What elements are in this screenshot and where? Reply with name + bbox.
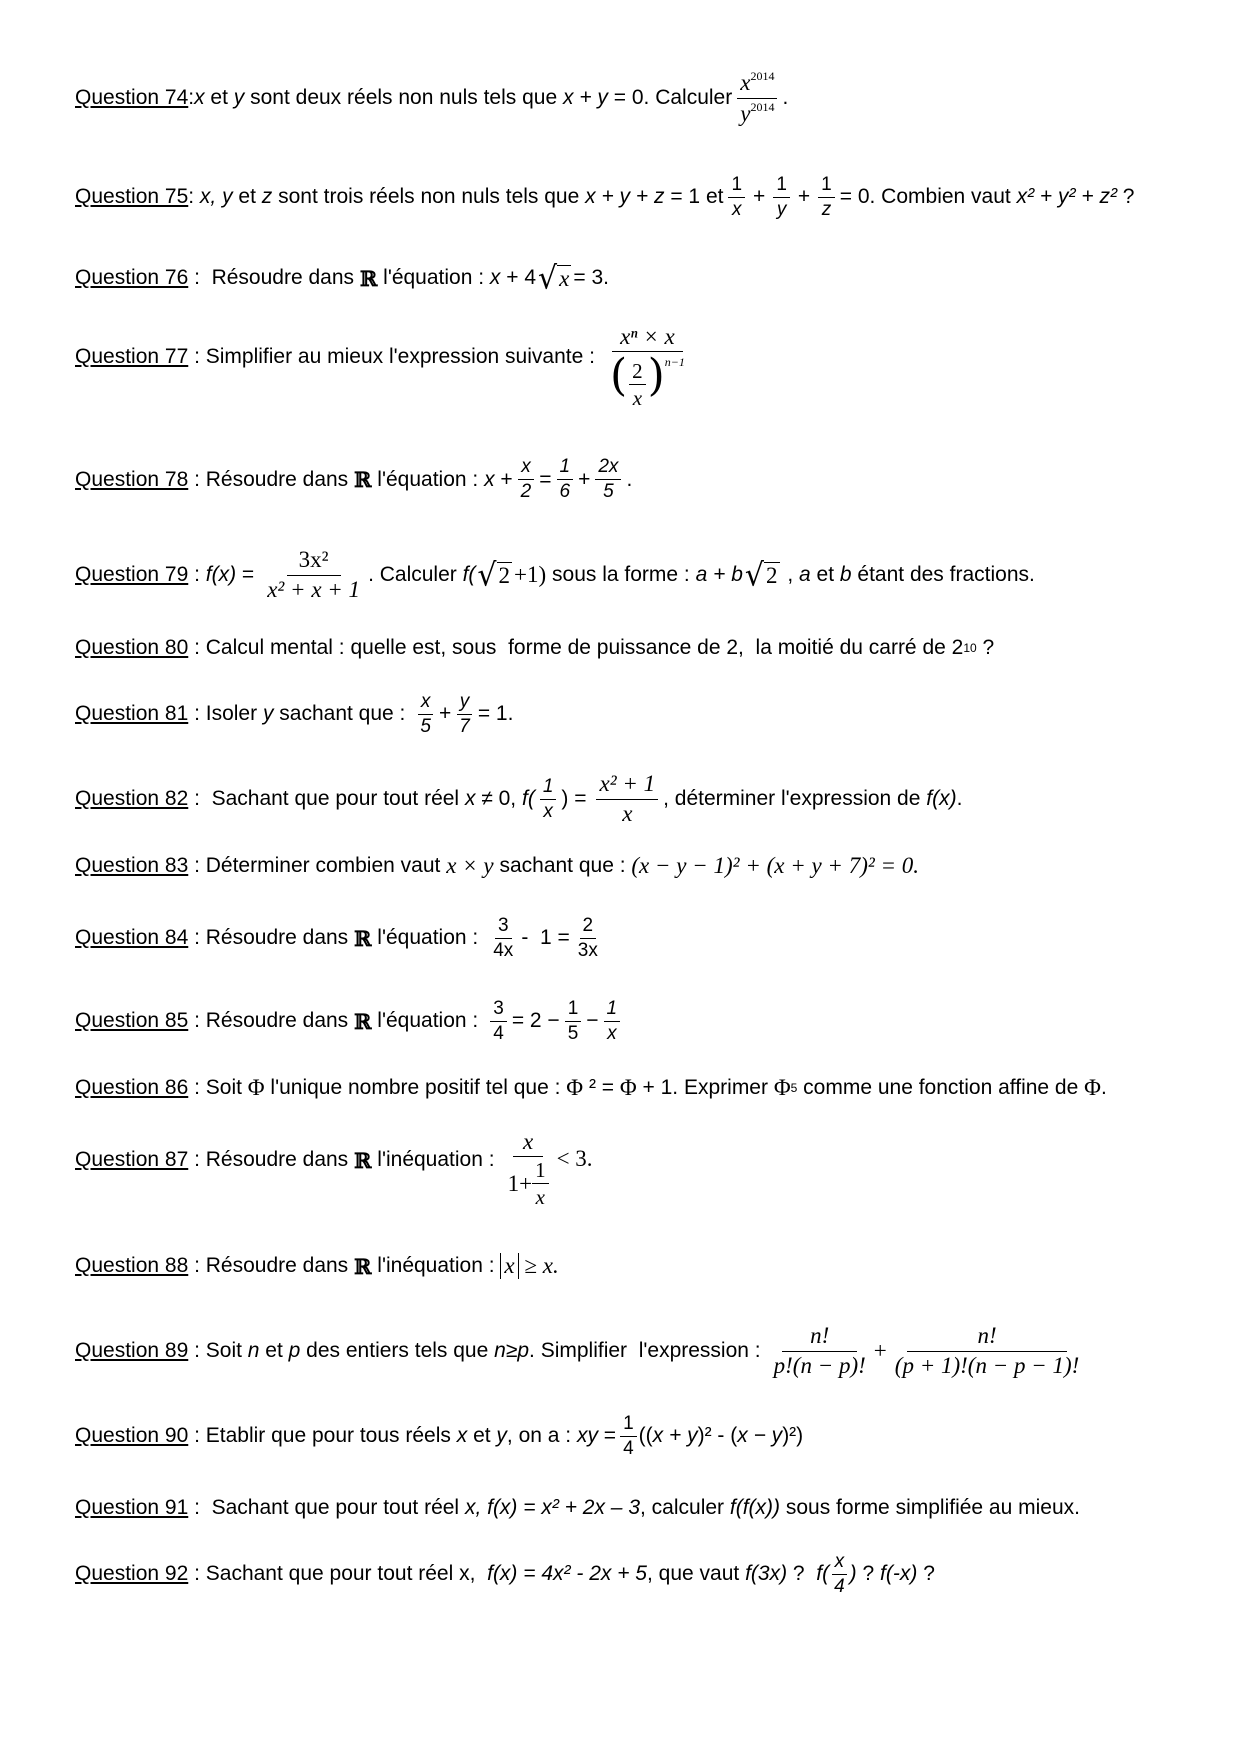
fraction: $\frac{1}{y}$	[773, 175, 790, 220]
square-root: √ x	[538, 259, 570, 297]
question-label: Question 75	[75, 185, 189, 208]
question-label: Question 92	[75, 1562, 189, 1585]
fraction: $\frac{1}{5}$	[565, 999, 582, 1044]
fraction: $\frac{\text{3x²}}{\text{x² + x + 1}}$	[267, 546, 361, 602]
question-91: Question 91 : Sachant que pour tout réel x, f(x) = x² + 2x – 3 , calculer f(f(x)) sous forme simplifiée au mieux.	[75, 1496, 1080, 1519]
question-78: Question 78 : Résoudre dans ℝ l'équation : x + $\frac{x}{2}$ = $\frac{1}{6}$ + $\frac{2x}{5}$ .	[75, 456, 633, 502]
fraction: 1 x	[540, 777, 557, 822]
fraction: $\frac{y}{7}$	[456, 692, 473, 737]
question-83: Question 83 : Déterminer combien vaut x × y sachant que : (x − y − 1)² + (x + y + 7)² = 0.	[75, 853, 920, 878]
question-87: Question 87 : Résoudre dans ℝ l'inéquation : x 1+ $\frac{1}{x}$ < 3.	[75, 1129, 593, 1210]
question-90: Question 90 : Etablir que pour tous réels x et y , on a : xy = $\frac{1}{4}$ (( x + y )² - ( x − y )²)	[75, 1412, 804, 1459]
fraction: x 1+ $\frac{1}{x}$	[505, 1130, 552, 1208]
question-label: Question 86	[75, 1076, 189, 1099]
question-label: Question 79	[75, 563, 189, 586]
reals-symbol: ℝ	[354, 1008, 372, 1034]
fraction: $\frac{1}{4}$	[620, 1414, 637, 1459]
question-label: Question 78	[75, 467, 189, 491]
question-label: Question 81	[75, 702, 189, 725]
fraction: $\frac{3}{4}$	[490, 999, 507, 1044]
fraction: $\frac{n!}{(p + 1)!(n - p - 1)!}$	[894, 1322, 1080, 1378]
question-81: Question 81 : Isoler y sachant que : x 5 + $\frac{y}{7}$ = 1.	[75, 690, 514, 737]
question-label: Question 89	[75, 1339, 189, 1362]
fraction: x 5	[417, 692, 434, 737]
reals-symbol: ℝ	[354, 1148, 372, 1173]
question-74: Question 74 : x et y sont deux réels non nuls tels que x + y = 0. Calculer $x^{2014}$ $y^{2014}$ .	[75, 69, 789, 126]
question-92: Question 92 : Sachant que pour tout réel x, f(x) = 4x² - 2x + 5 , que vaut f(3x) ? f( x 4 ) ? f(-x) ?	[75, 1550, 935, 1597]
question-label: Question 85	[75, 1009, 189, 1032]
question-79: Question 79 : f(x) = $\frac{\text{3x²}}{\text{x² + x + 1}}$ . Calculer f( √ 2 +1) sous la forme : a + b √ 2 , a et b étant des fractions.	[75, 546, 1035, 602]
question-77: Question 77 : Simplifier au mieux l'expression suivante : xⁿ × x ( 2 x ) $^{n-1}$	[75, 325, 693, 430]
question-88: Question 88 : Résoudre dans ℝ l'inéquation : x ≥ x.	[75, 1253, 559, 1279]
question-label: Question 82	[75, 787, 189, 810]
fraction: 1 x	[728, 175, 745, 220]
question-label: Question 91	[75, 1496, 189, 1519]
question-label: Question 84	[75, 926, 189, 949]
reals-symbol: ℝ	[354, 1253, 372, 1279]
reals-symbol: ℝ	[354, 467, 372, 492]
reals-symbol: ℝ	[354, 925, 372, 951]
fraction: $\frac{2}{3x}$	[577, 914, 598, 961]
fraction: $\frac{2x}{5}$	[595, 457, 621, 502]
fraction: $\frac{1}{x}$	[604, 999, 621, 1044]
fraction: xⁿ × x ( 2 x ) $^{n-1}$	[609, 324, 685, 411]
question-84: Question 84 : Résoudre dans ℝ l'équation : 3 4x - 1 = $\frac{2}{3x}$	[75, 910, 606, 966]
question-82: Question 82 : Sachant que pour tout réel x ≠ 0, f( 1 x ) = $\frac{\text{x² + 1}}{x}$ , déterminer l'expression de f(x) .	[75, 771, 963, 826]
question-label: Question 77	[75, 345, 189, 368]
fraction: $\frac{1}{z}$	[818, 175, 835, 220]
question-75: Question 75 : x, y et z sont trois réels non nuls tels que x + y + z = 1 et 1 x + $\frac{1}{y}$ + $\frac{1}{z}$ = 0. Combien vaut x² + y² + z² ?	[75, 173, 1135, 220]
question-89: Question 89 : Soit n et p des entiers tels que n ≥ p . Simplifier l'expression : n! p!(n − p)! + $\frac{n!}{(p + 1)!(n - p - 1)!}$	[75, 1316, 1087, 1386]
question-label: Question 83	[75, 854, 189, 877]
fraction: $\frac{1}{6}$	[557, 457, 574, 502]
question-label: Question 76	[75, 266, 189, 289]
question-label: Question 80	[75, 636, 189, 659]
question-76: Question 76 : Résoudre dans ℝ l'équation : x + 4 √ x = 3.	[75, 259, 609, 297]
reals-symbol: ℝ	[359, 265, 378, 291]
phi-symbol: Φ	[247, 1075, 265, 1100]
fraction: n! p!(n − p)!	[773, 1322, 866, 1378]
question-86: Question 86 : Soit Φ l'unique nombre positif tel que : Φ ² = Φ + 1. Exprimer Φ 5 comme une fonction affine de Φ .	[75, 1075, 1107, 1100]
fraction: $\frac{\text{x² + 1}}{x}$	[596, 772, 658, 825]
question-85: Question 85 : Résoudre dans ℝ l'équation : $\frac{3}{4}$ = 2 − $\frac{1}{5}$ − $\frac{1}{x}$	[75, 993, 625, 1049]
absolute-value: x	[500, 1253, 518, 1278]
fraction: $\frac{x}{2}$	[518, 457, 535, 502]
question-label: Question 90	[75, 1424, 189, 1447]
fraction: x 4	[831, 1552, 848, 1597]
fraction: 3 4x	[493, 914, 514, 961]
square-root: √ 2	[477, 556, 511, 594]
square-root: √ 2	[744, 556, 778, 594]
question-label: Question 87	[75, 1148, 189, 1171]
question-80: Question 80 : Calcul mental : quelle est, sous forme de puissance de 2, la moitié du carré de 2 10 ?	[75, 636, 995, 659]
question-label: Question 88	[75, 1254, 189, 1277]
fraction: $x^{2014}$ $y^{2014}$	[737, 70, 777, 125]
question-label: Question 74	[75, 86, 189, 109]
